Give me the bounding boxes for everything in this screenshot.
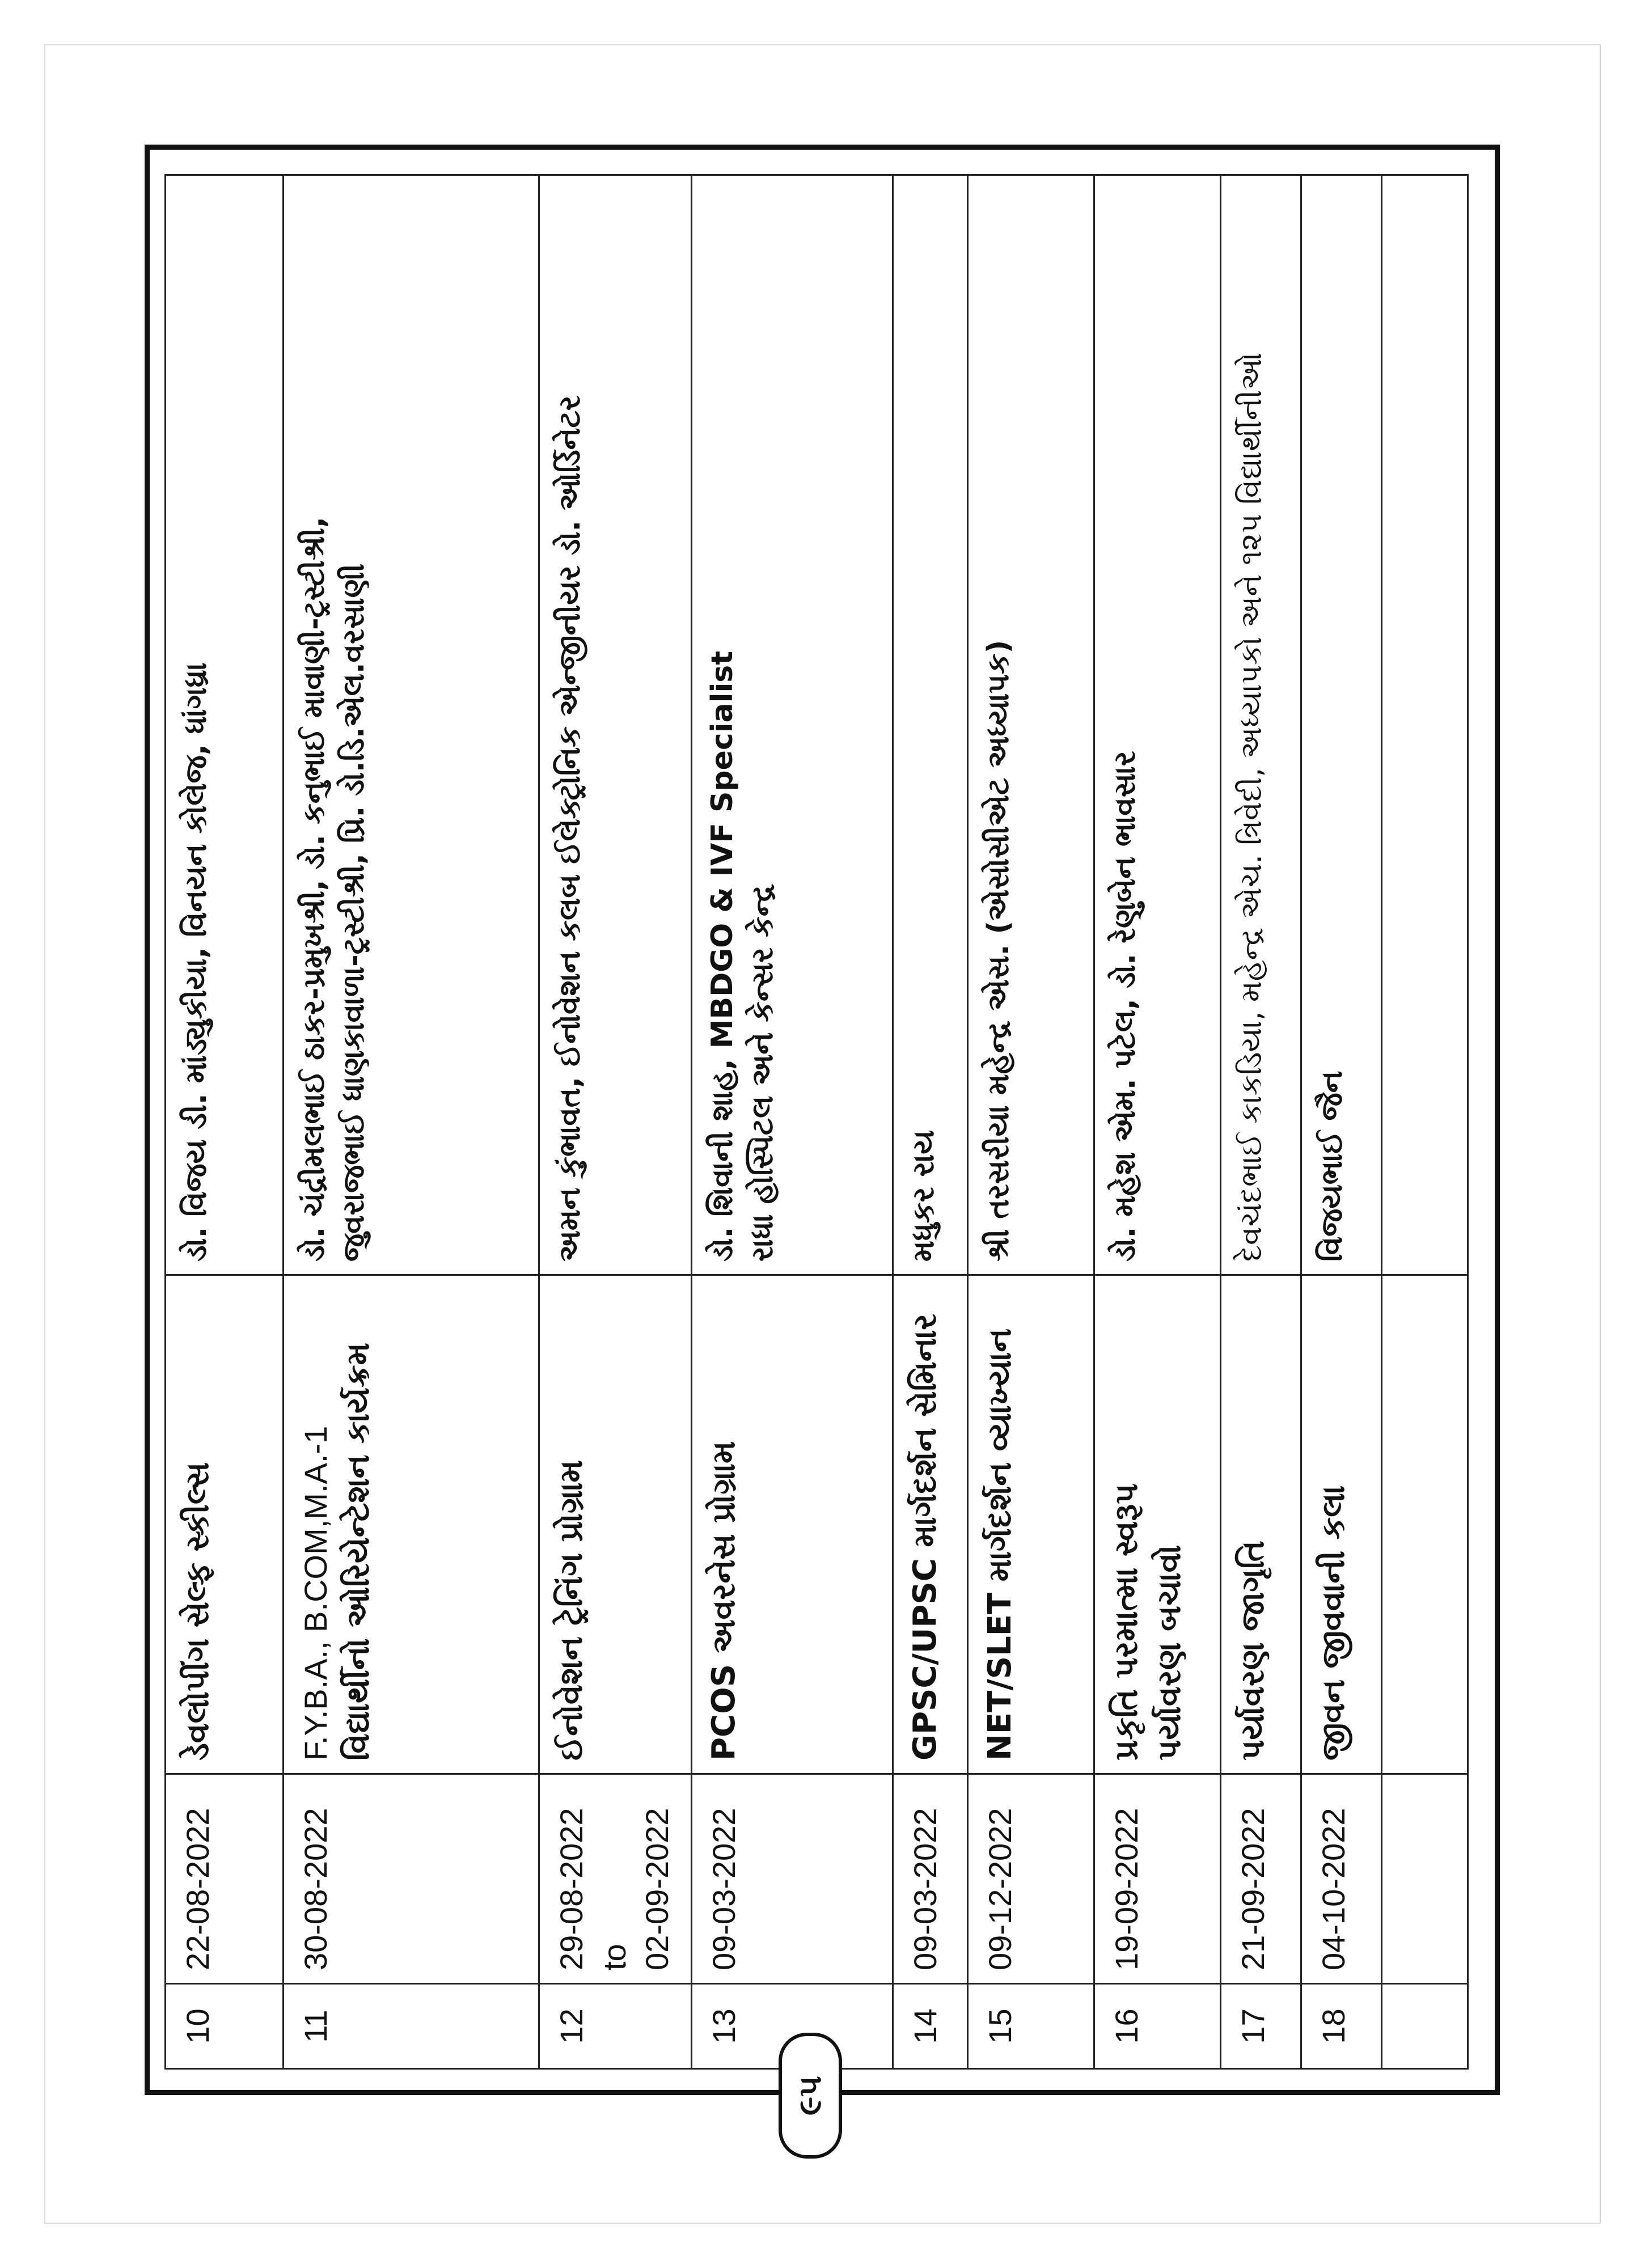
row-date: 22-08-2022 xyxy=(166,1774,284,1984)
row-program xyxy=(1301,1275,1381,1774)
program-line: પ્રકૃતિ પરમાત્મા સ્વરૂપ xyxy=(1107,1483,1145,1761)
events-table xyxy=(164,174,1469,2070)
row-program xyxy=(539,1275,691,1774)
row-number: 13 xyxy=(692,1984,893,2069)
row-date: 09-12-2022 xyxy=(967,1774,1094,1984)
program-line: ડેવલોપીંગ સેલ્ફ સ્કીલ્સ xyxy=(179,1462,216,1761)
program-line: પર્યાવરણ જાગૃતિ xyxy=(1234,1541,1271,1761)
table-row xyxy=(539,175,691,2069)
row-number: 12 xyxy=(539,1984,691,2069)
row-number: 10 xyxy=(166,1984,284,2069)
table-row xyxy=(1221,175,1301,2069)
table-row xyxy=(967,175,1094,2069)
row-program xyxy=(692,1275,893,1774)
row-date xyxy=(539,1774,691,1984)
row-program xyxy=(893,1275,968,1774)
row-speaker xyxy=(893,175,968,1275)
row-program xyxy=(1094,1275,1220,1774)
row-speaker xyxy=(1221,175,1301,1275)
row-date: 30-08-2022 xyxy=(283,1774,539,1984)
empty-cell xyxy=(1381,1984,1468,2069)
program-line: PCOS અવરનેસ પ્રોગ્રામ xyxy=(705,1441,743,1761)
row-program xyxy=(283,1275,539,1774)
table-row xyxy=(692,175,893,2069)
row-number: 18 xyxy=(1301,1984,1381,2069)
table-row xyxy=(893,175,968,2069)
row-number: 16 xyxy=(1094,1984,1220,2069)
speaker-line: ડો. ચંદ્રીમલભાઈ ઠાકર-પ્રમુખશ્રી, ડો. કનુભાઈ માવાણી-ટ્રસ્ટીશ્રી, xyxy=(297,517,331,1262)
row-speaker xyxy=(692,175,893,1275)
row-speaker xyxy=(283,175,539,1275)
row-number: 17 xyxy=(1221,1984,1301,2069)
program-line-2: વિદ્યાર્થીનો ઓરિયેન્ટેશન કાર્યક્રમ xyxy=(340,1342,377,1761)
row-program xyxy=(166,1275,284,1774)
row-date: 04-10-2022 xyxy=(1301,1774,1381,1984)
program-line: ઈનોવેશન ટ્રેનિંગ પ્રોગ્રામ xyxy=(552,1459,590,1761)
speaker-line: મધુકર રાય xyxy=(907,1130,941,1262)
table-row xyxy=(283,175,539,2069)
empty-cell xyxy=(1381,1774,1468,1984)
table-row xyxy=(1301,175,1381,2069)
speaker-line: વિજયભાઈ જૈન xyxy=(1314,1070,1349,1262)
row-speaker xyxy=(967,175,1094,1275)
row-speaker xyxy=(166,175,284,1275)
empty-cell xyxy=(1381,1275,1468,1774)
page-number-badge: ૯૫ xyxy=(779,2033,842,2159)
row-program xyxy=(1221,1275,1301,1774)
speaker-line: અમન કુંભાવત, ઈનોવેશન કલબ ઈલેક્ટ્રોનિક એન્જીનીયર ડો. ઓર્ડિનેટર xyxy=(552,395,587,1262)
program-line-2: પર્યાવરણ બચાવો xyxy=(1151,1545,1188,1761)
row-speaker xyxy=(1301,175,1381,1275)
empty-cell xyxy=(1381,175,1468,1275)
speaker-line: ડો. શિવાની શાહ, MBDGO & IVF Specialist xyxy=(705,650,740,1262)
row-date: 09-03-2022 xyxy=(893,1774,968,1984)
program-line: GPSC/UPSC માર્ગદર્શન સેમિનાર xyxy=(907,1313,944,1761)
row-speaker xyxy=(1094,175,1220,1275)
row-number: 11 xyxy=(283,1984,539,2069)
table-row xyxy=(166,175,284,2069)
speaker-line: શ્રી તરસરીયા મહેન્દ્ર એસ. (એસોસીએટ અધ્યાપક) xyxy=(981,640,1016,1262)
speaker-line-2: જુવરાજભાઈ ધાણકાવાળા-ટ્રસ્ટીશ્રી, પ્રિ. ડો.ડિ.એલ.વરસાણી xyxy=(337,564,371,1262)
row-number: 14 xyxy=(893,1984,968,2069)
speaker-line: દેવચંદભાઈ કાકડિયા, મહેન્દ્ર એચ. ત્રિવેદી, અધ્યાપકો અને ૧૨૫ વિદ્યાર્થીનીઓ xyxy=(1234,352,1268,1262)
row-number: 15 xyxy=(967,1984,1094,2069)
speaker-line-2: રાધા હોસ્પિટલ અને કેન્સર કેન્દ્ર xyxy=(745,884,780,1262)
program-line: NET/SLET માર્ગદર્શન વ્યાખ્યાન xyxy=(981,1328,1018,1761)
speaker-line: ડો. વિજય ડી. માંડ્યુકીયા, વિનયન કોલેજ, ધાંગધ્રા xyxy=(179,662,213,1262)
date-line-2: 02-09-2022 xyxy=(639,1808,675,1970)
program-line: જીવન જીવવાની કલા xyxy=(1314,1485,1352,1761)
date-line: 29-08-2022 to xyxy=(553,1808,632,1970)
speaker-line: ડો. મહેશ એમ. પટેલ, ડો. રેણુબેન ભાવસાર xyxy=(1107,751,1142,1262)
row-date: 09-03-2022 xyxy=(692,1774,893,1984)
row-date: 19-09-2022 xyxy=(1094,1774,1220,1984)
row-program xyxy=(967,1275,1094,1774)
table-row-empty xyxy=(1381,175,1468,2069)
row-speaker xyxy=(539,175,691,1275)
rotated-table-container xyxy=(164,176,1469,2070)
row-date: 21-09-2022 xyxy=(1221,1774,1301,1984)
program-line: F.Y.B.A., B.COM,M.A.-1 xyxy=(297,1425,333,1761)
table-row xyxy=(1094,175,1220,2069)
